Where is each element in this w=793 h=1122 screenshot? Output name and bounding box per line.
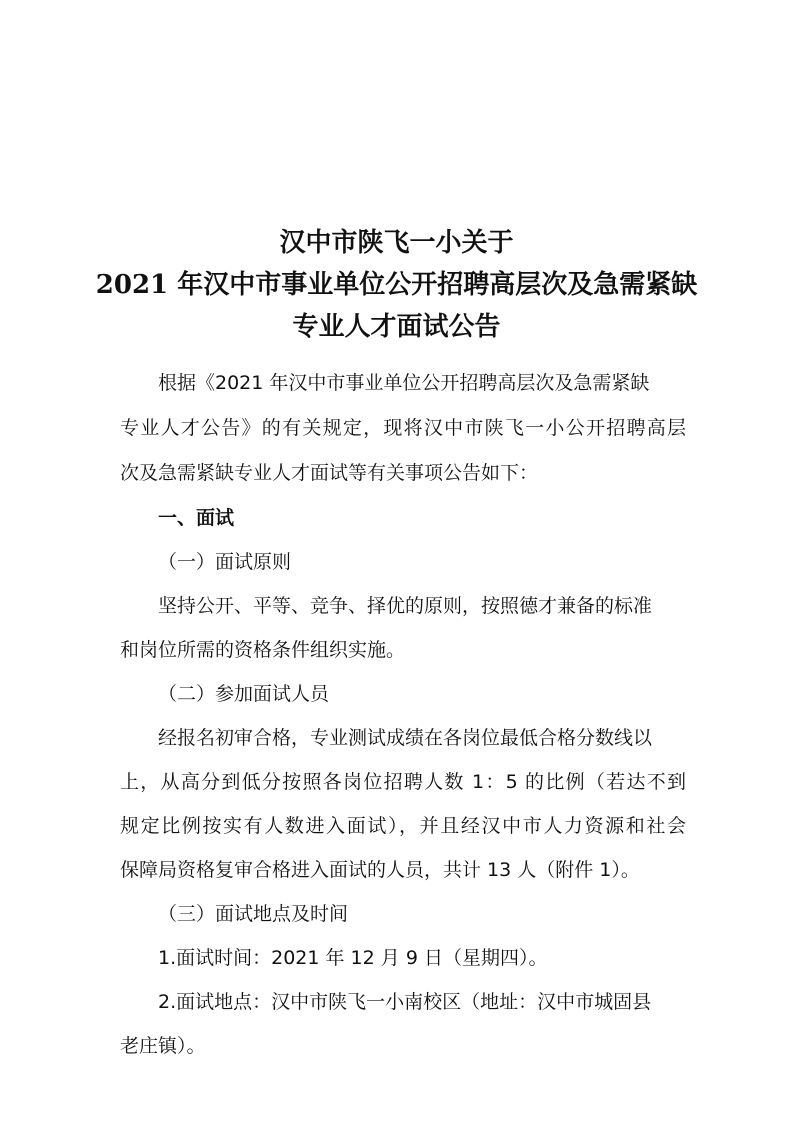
subsection-heading-principle: （一）面试原则	[158, 551, 292, 573]
interview-time-item: 1.面试时间：2021 年 12 月 9 日（星期四）。	[158, 947, 548, 969]
participants-line-1: 经报名初审合格，专业测试成绩在各岗位最低合格分数线以	[158, 727, 653, 749]
announcement-title	[0, 222, 793, 348]
participants-line-4: 保障局资格复审合格进入面试的人员，共计 13 人（附件 1）。	[120, 859, 640, 881]
principle-line-1: 坚持公开、平等、竞争、择优的原则，按照德才兼备的标准	[158, 595, 653, 617]
subsection-heading-participants: （二）参加面试人员	[158, 683, 330, 705]
participants-line-3: 规定比例按实有人数进入面试），并且经汉中市人力资源和社会	[120, 815, 686, 837]
interview-place-item-line-2: 老庄镇）。	[120, 1035, 206, 1057]
intro-line-2: 专业人才公告》的有关规定，现将汉中市陕飞一小公开招聘高层	[120, 417, 686, 439]
interview-place-item-line-1: 2.面试地点：汉中市陕飞一小南校区（地址：汉中市城固县	[158, 991, 652, 1013]
subsection-heading-place-time: （三）面试地点及时间	[158, 903, 349, 925]
title-line-2: 2021 年汉中市事业单位公开招聘高层次及急需紧缺	[95, 270, 698, 300]
intro-line-1: 根据《2021 年汉中市事业单位公开招聘高层次及急需紧缺	[158, 372, 650, 394]
section-heading-interview: 一、面试	[158, 507, 235, 529]
participants-line-2: 上，从高分到低分按照各岗位招聘人数 1：5 的比例（若达不到	[120, 771, 686, 793]
principle-line-2: 和岗位所需的资格条件组织实施。	[120, 639, 406, 661]
intro-line-3: 次及急需紧缺专业人才面试等有关事项公告如下：	[120, 462, 539, 484]
title-line-3: 专业人才面试公告	[292, 312, 501, 342]
title-line-1: 汉中市陕飞一小关于	[279, 228, 514, 258]
